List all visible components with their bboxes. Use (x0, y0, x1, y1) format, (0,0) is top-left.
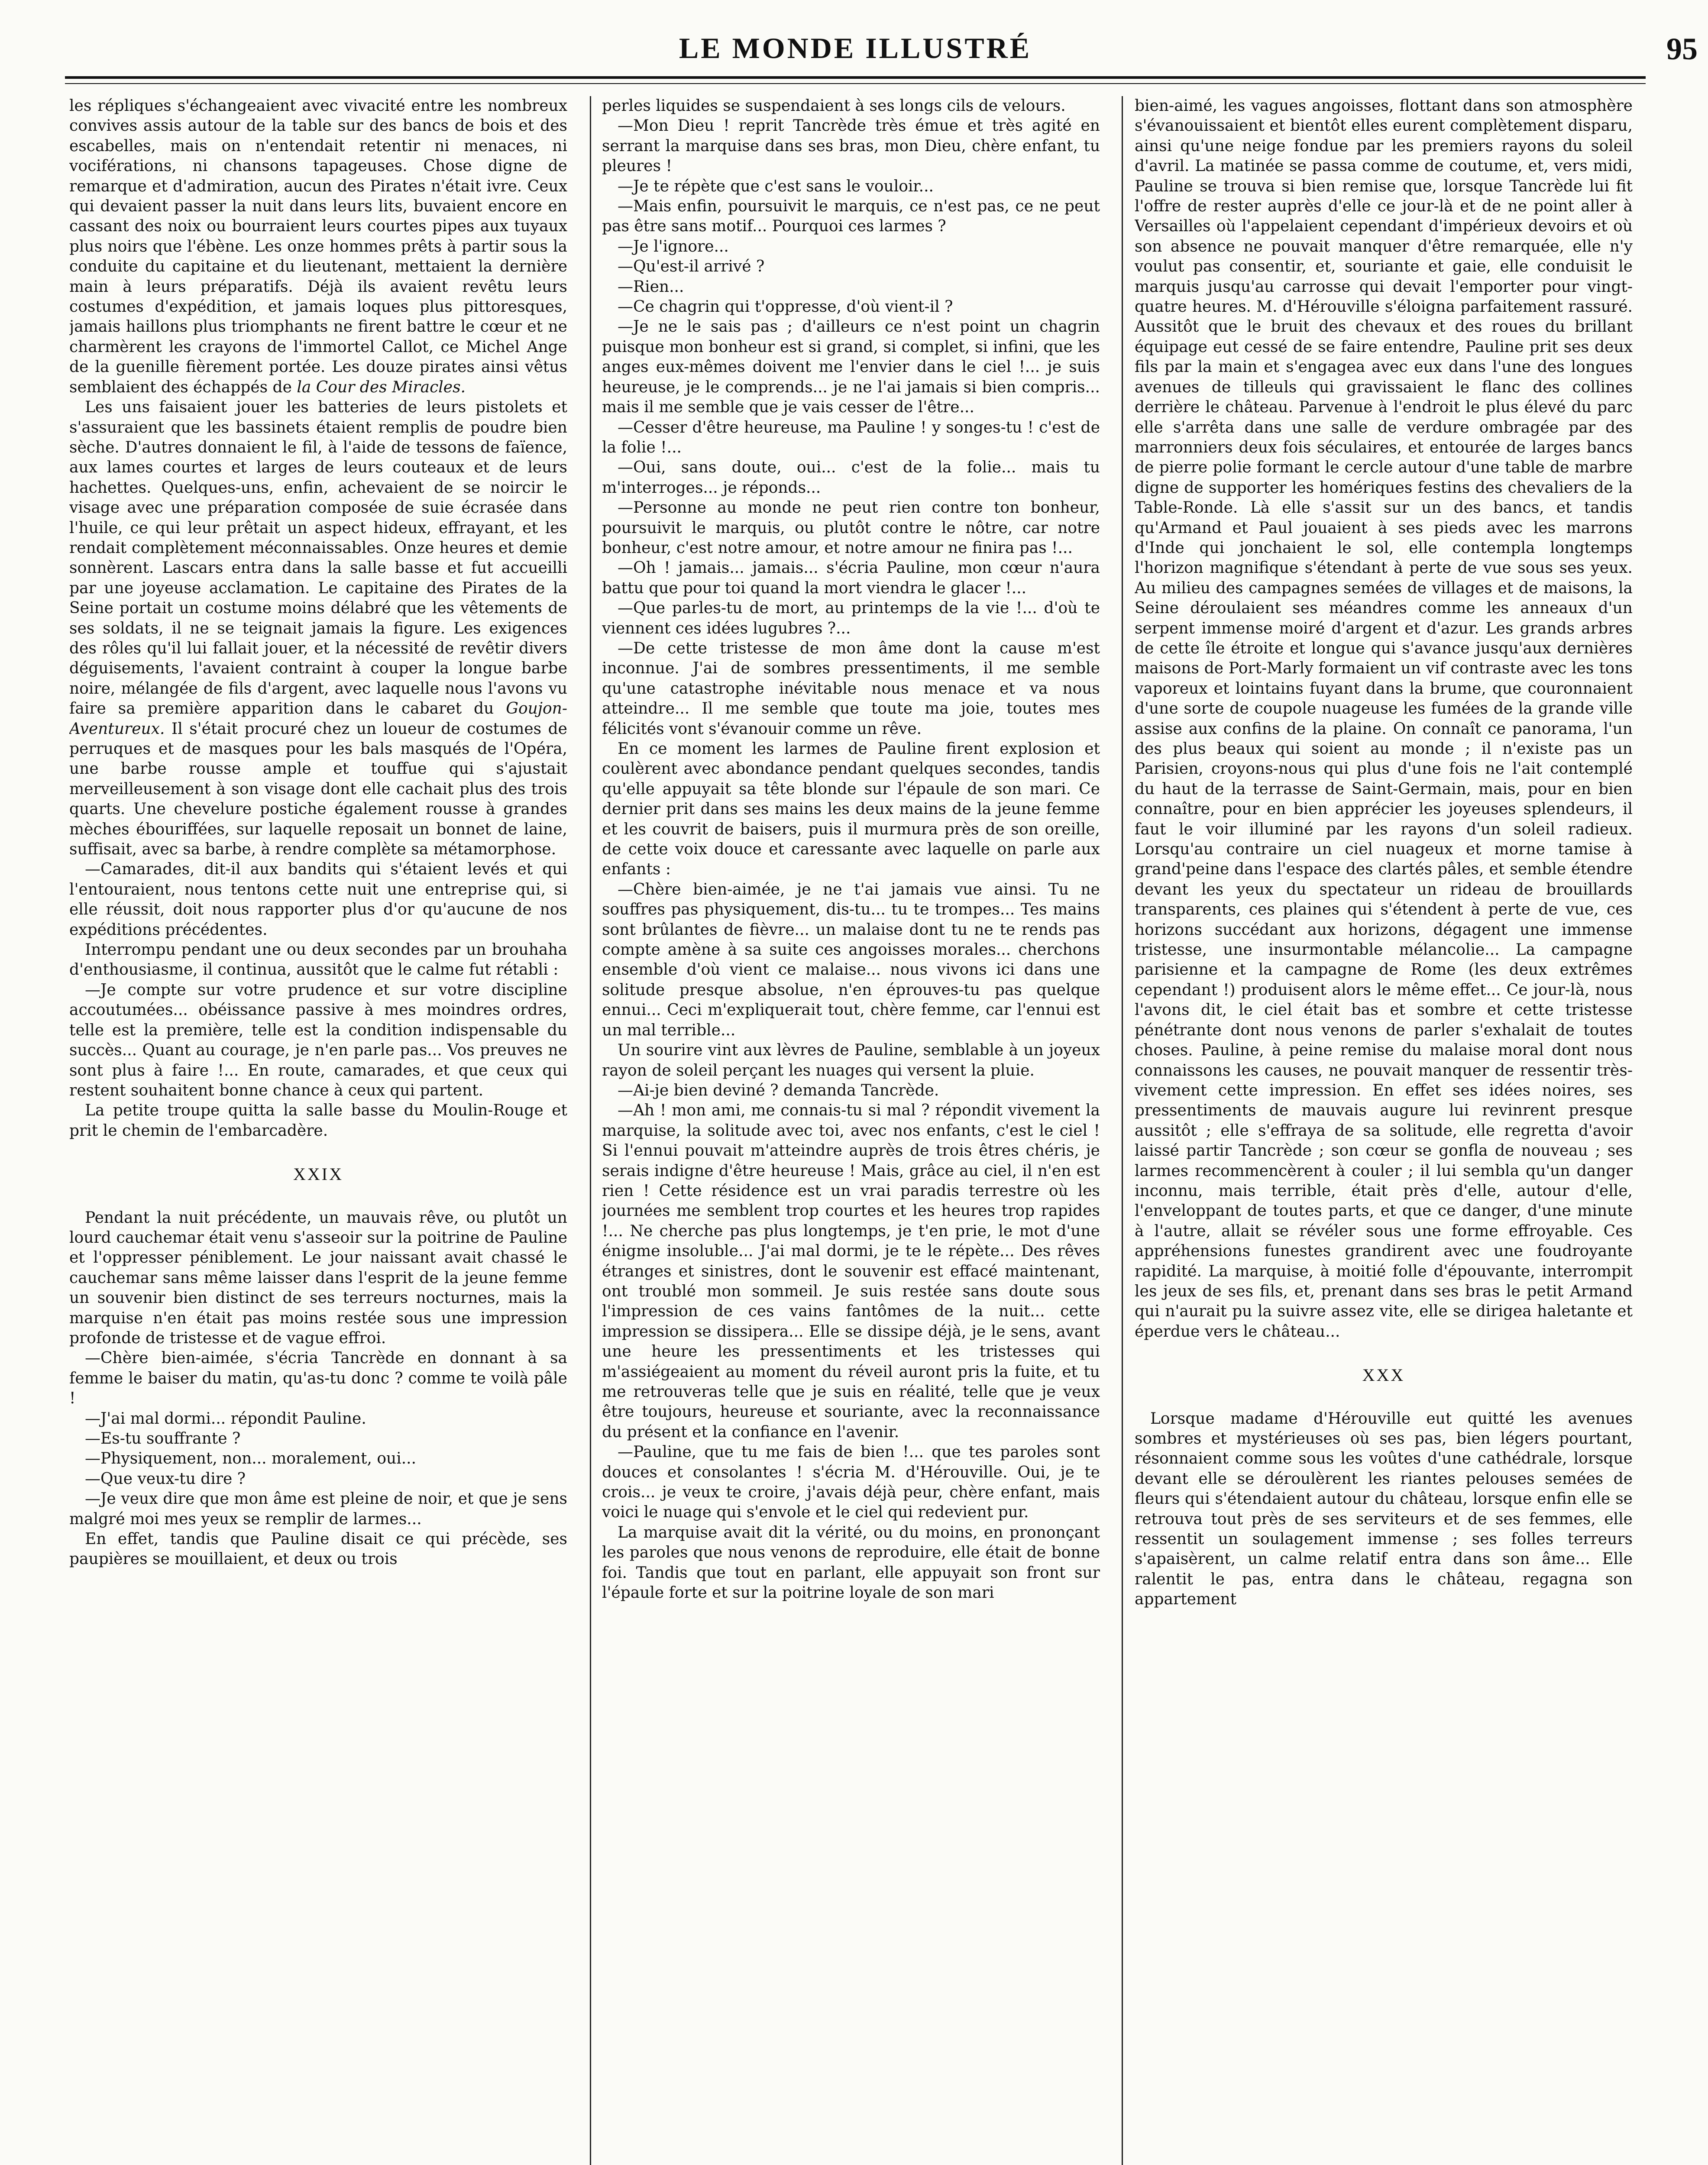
paragraph (69, 397, 567, 860)
paragraph (69, 96, 567, 397)
paragraph: —J'ai mal dormi... répondit Pauline. (85, 1409, 366, 1428)
paragraph: —Ai-je bien deviné ? demanda Tancrède. (618, 1081, 939, 1099)
header-rule-thick (65, 76, 1646, 79)
paragraph: —Oh ! jamais... jamais... s'écria Pauline, mon cœur n'aura battu que pour toi quand la mort viendra le glacer !... (602, 559, 1100, 597)
paragraph: perles liquides se suspendaient à ses longs cils de velours. (602, 97, 1066, 115)
paragraph: La petite troupe quitta la salle basse du Moulin-Rouge et prit le chemin de l'embarcadère. (69, 1102, 567, 1140)
paragraph: La marquise avait dit la vérité, ou du moins, en prononçant les paroles que nous venons de reproduire, elle était de bonne foi. Tandis que tout en parlant, elle appuyait son front sur l'épaule forte et sur la poitrine loyale de son mari (602, 1523, 1100, 1602)
paragraph: —Es-tu souffrante ? (85, 1430, 241, 1448)
paragraph: —Je veux dire que mon âme est pleine de noir, et que je sens malgré moi mes yeux se remplir de larmes... (69, 1490, 567, 1528)
paragraph: —Je l'ignore... (618, 237, 729, 255)
paragraph: —Pauline, que tu me fais de bien !... que tes paroles sont douces et consolantes ! s'écria M. d'Hérouville. Oui, je te crois... je veux te croire, j'avais déjà peur, chère enfant, mais voici le nuage qui s'envole et le ciel qui redevient pur. (602, 1443, 1100, 1522)
newspaper-title: LE MONDE ILLUSTRÉ (679, 32, 1032, 65)
paragraph: —Qu'est-il arrivé ? (618, 258, 765, 276)
paragraph: —Chère bien-aimée, s'écria Tancrède en donnant à sa femme le baiser du matin, qu'as-tu donc ? comme te voilà pâle ! (69, 1349, 567, 1408)
chapter-heading: XXIX (293, 1164, 343, 1184)
paragraph: —Je compte sur votre prudence et sur votre discipline accoutumées... obéissance passive à mes moindres ordres, telle est la première, telle est la condition indispensable du succès... Quant au courage, je n'en parle pas... Vos preuves ne sont plus à faire !... En route, camarades, et que ceux qui restent souhaitent bonne chance à ceux qui partent. (69, 981, 567, 1099)
paragraph: Lorsque madame d'Hérouville eut quitté les avenues sombres et mystérieuses où ses pas, bien légers pourtant, résonnaient comme sous les voûtes d'une cathédrale, lorsque devant elle se déroulèrent les riantes pelouses semées de fleurs qui s'étendaient autour du château, lorsque enfin elle se retrouva tout près de ses serviteurs et de ses femmes, elle ressentit un soulagement immense ; ses folles terreurs s'apaisèrent, un calme relatif entra dans son âme... Elle ralentit le pas, entra dans le château, regagna son appartement (1135, 1409, 1633, 1609)
paragraph: —Rien... (618, 278, 684, 296)
paragraph: —Physiquement, non... moralement, oui... (85, 1450, 417, 1468)
paragraph: En ce moment les larmes de Pauline firent explosion et coulèrent avec abondance pendant quelques secondes, tandis qu'elle appuyait sa tête blonde sur l'épaule de son mari. Ce dernier prit dans ses mains les deux mains de la jeune femme et les couvrit de baisers, puis il murmura près de son oreille, de cette voix douce et caressante avec laquelle on parle aux enfants : (602, 740, 1100, 879)
paragraph-text: Il s'était procuré chez un loueur de costumes de perruques et de masques pour les bals masqués de l'Opéra, une barbe rousse ample et touffue qui s'ajustait merveilleusement à son visage dont elle cachait plus des trois quarts. Une chevelure postiche également rousse à grandes mèches ébouriffées, sur laquelle reposait un bonnet de laine, suffisait, avec sa barbe, à rendre complète sa métamorphose. (69, 720, 567, 859)
italic-text: la Cour des Miracles. (297, 378, 466, 396)
paragraph: Un sourire vint aux lèvres de Pauline, semblable à un joyeux rayon de soleil perçant les nuages qui versent la pluie. (602, 1041, 1100, 1079)
column-divider (590, 96, 591, 2165)
paragraph: —Camarades, dit-il aux bandits qui s'étaient levés et qui l'entouraient, nous tentons cette nuit une entreprise qui, si elle réussit, doit nous rapporter plus d'or qu'aucune de nos expéditions précédentes. (69, 860, 567, 939)
paragraph: —Mon Dieu ! reprit Tancrède très émue et très agité en serrant la marquise dans ses bras, mon Dieu, chère enfant, tu pleures ! (602, 117, 1100, 175)
paragraph-text: les répliques s'échangeaient avec vivacité entre les nombreux convives assis autour de la table sur des bancs de bois et des escabelles, mais on n'entendait retentir ni menaces, ni vociférations, ni chansons tapageuses. Chose digne de remarque et d'admiration, aucun des Pirates n'était ivre. Ceux qui devaient passer la nuit dans leurs lits, buvaient encore en cassant des noix ou bourraient leurs courtes pipes aux tuyaux plus noirs que l'ébène. Les onze hommes prêts à partir sous la conduite du capitaine et du lieutenant, mettaient la dernière main à leurs préparatifs. Déjà ils avaient revêtu leurs costumes d'expédition, et jamais loques plus pittoresques, jamais haillons plus triomphants ne firent battre le cœur et ne charmèrent les crayons de l'immortel Callot, ce Michel Ange de la guenille fièrement portée. Les douze pirates ainsi vêtus semblaient des échappés de (69, 97, 567, 396)
column-1 (69, 96, 567, 2165)
paragraph: —Mais enfin, poursuivit le marquis, ce n'est pas, ce ne peut pas être sans motif... Pourquoi ces larmes ? (602, 197, 1100, 236)
paragraph: —De cette tristesse de mon âme dont la cause m'est inconnue. J'ai de sombres pressentiments, il me semble qu'une catastrophe inévitable nous menace et va nous atteindre... Il me semble que toute ma joie, toutes mes félicités vont s'évanouir comme un rêve. (602, 639, 1100, 738)
paragraph: —Cesser d'être heureuse, ma Pauline ! y songes-tu ! c'est de la folie !... (602, 418, 1100, 456)
masthead (65, 31, 1698, 79)
page-number: 95 (1666, 32, 1698, 66)
column-divider (1122, 96, 1123, 2165)
paragraph: —Que veux-tu dire ? (85, 1470, 246, 1488)
column-3 (1135, 96, 1633, 2165)
chapter-heading: XXX (1362, 1365, 1405, 1385)
paragraph: —Je ne le sais pas ; d'ailleurs ce n'est point un chagrin puisque mon bonheur est si grand, si complet, si infini, que les anges eux-mêmes doivent me l'envier dans le ciel !... je suis heureuse, je le comprends... je ne l'ai jamais si bien compris... mais il me semble que je vais cesser de l'être... (602, 318, 1100, 417)
paragraph: bien-aimé, les vagues angoisses, flottant dans son atmosphère s'évanouissaient et bientôt elles eurent complètement disparu, ainsi qu'une neige fondue par les premiers rayons du soleil d'avril. La matinée se passa comme de coutume, et, vers midi, Pauline se trouva si bien remise que, lorsque Tancrède lui fit l'offre de rester auprès d'elle ce jour-là et de ne point aller à Versailles où l'appelaient cependant d'impérieux devoirs et où son absence ne pouvait manquer d'être remarquée, elle n'y voulut pas consentir, et, souriante et gaie, elle conduisit le marquis jusqu'au carrosse qui devait l'emporter pour vingt-quatre heures. M. d'Hérouville s'éloigna parfaitement rassuré. Aussitôt que le bruit des chevaux et des roues du brillant équipage eut cessé de se faire entendre, Pauline prit ses deux fils par la main et s'engagea avec eux dans l'une des longues avenues de tilleuls qui gravissaient le flanc des collines derrière le château. Parvenue à l'endroit le plus élevé du parc elle s'arrêta dans une salle de verdure ombragée par des marronniers deux fois séculaires, et entourée de larges bancs de pierre polie formant le cercle autour d'une table de marbre digne de supporter les homériques festins des chevaliers de la Table-Ronde. Là elle s'assit sur un des bancs, et tandis qu'Armand et Paul jouaient à ses pieds avec les marrons d'Inde qui jonchaient le sol, elle contempla longtemps l'horizon magnifique s'étendant à perte de vue sous ses yeux. Au milieu des campagnes semées de villages et de maisons, la Seine déroulaient ses méandres comme les anneaux d'un serpent immense moiré d'argent et d'azur. Les grands arbres de cette île étroite et longue qui s'avance jusqu'aux dernières maisons de Port-Marly formaient un vif contraste avec les tons vaporeux et lointains fuyant dans la brume, que couronnaient d'une sorte de coupole nuageuse les fumées de la grande ville assise aux confins de la plaine. On connaît ce panorama, l'un des plus beaux qui soient au monde ; il n'existe pas un Parisien, croyons-nous qui plus d'une fois ne l'ait contemplé du haut de la terrasse de Saint-Germain, mais, pour en bien connaître, pour en bien apprécier les joyeuses splendeurs, il faut le voir illuminé par les rayons d'un soleil radieux. Lorsqu'au contraire un ciel nuageux et morne tamise à grand'peine dans l'espace des clartés pâles, et semble étendre devant les yeux du spectateur un rideau de brouillards transparents, ces plaines qui s'étendent à perte de vue, ces horizons succédant aux horizons, dégagent une immense tristesse, une insurmontable mélancolie... La campagne parisienne et la campagne de Rome (les deux extrêmes cependant !) produisent alors le même effet... Ce jour-là, nous l'avons dit, le ciel était bas et sombre et cette tristesse pénétrante dont nous venons de parler s'exhalait de toutes choses. Pauline, à peine remise du malaise moral dont nous connaissons les causes, ne pouvait manquer de ressentir très-vivement cette impression. En effet ses idées noires, ses pressentiments de mauvais augure lui revinrent presque aussitôt ; elle s'effraya de sa solitude, elle regretta d'avoir laissé partir Tancrède ; son cœur se gonfla de nouveau ; ses larmes recommencèrent à couler ; il lui sembla qu'un danger inconnu, mais terrible, était près d'elle, autour d'elle, l'enveloppant de toutes parts, et que ce danger, d'une minute à l'autre, allait se révéler sous une forme effroyable. Ces appréhensions funestes grandirent avec une foudroyante rapidité. La marquise, à moitié folle d'épouvante, interrompit les jeux de ses fils, et, prenant dans ses bras le petit Armand qui n'aurait pu la suivre assez vite, elle se dirigea haletante et éperdue vers le château... (1135, 97, 1633, 1341)
paragraph: Interrompu pendant une ou deux secondes par un brouhaha d'enthousiasme, il continua, aussitôt que le calme fut rétabli : (69, 941, 567, 979)
paragraph: Pendant la nuit précédente, un mauvais rêve, ou plutôt un lourd cauchemar était venu s'asseoir sur la poitrine de Pauline et l'oppresser péniblement. Le jour naissant avait chassé le cauchemar sans même laisser dans l'esprit de la jeune femme un souvenir bien distinct de ses terreurs nocturnes, mais la marquise n'en était pas moins restée sous une impression profonde de tristesse et de vague effroi. (69, 1209, 567, 1347)
paragraph: —Personne au monde ne peut rien contre ton bonheur, poursuivit le marquis, ou plutôt contre le nôtre, car notre bonheur, c'est notre amour, et notre amour ne finira pas !... (602, 499, 1100, 557)
paragraph: En effet, tandis que Pauline disait ce qui précède, ses paupières se mouillaient, et deux ou trois (69, 1530, 567, 1568)
paragraph-text: Les uns faisaient jouer les batteries de leurs pistolets et s'assuraient que les bassinets étaient remplis de poudre bien sèche. D'autres donnaient le fil, à l'aide de tessons de faïence, aux lames courtes et larges de leurs couteaux et de leurs hachettes. Quelques-uns, enfin, achevaient de se noircir le visage avec une préparation composée de suie écrasée dans l'huile, ce qui leur prêtait un aspect hideux, effrayant, et les rendait complètement méconnaissables. Onze heures et demie sonnèrent. Lascars entra dans la salle basse et fut accueilli par une joyeuse acclamation. Le capitaine des Pirates de la Seine portait un costume moins délabré que les vêtements de ses soldats, il ne se teignait jamais la figure. Les exigences des rôles qu'il lui fallait jouer, et la nécessité de revêtir divers déguisements, l'avaient contraint à couper la longue barbe noire, mélangée de fils d'argent, avec laquelle nous l'avons vu faire sa première apparition dans le cabaret du (69, 398, 567, 718)
paragraph: —Oui, sans doute, oui... c'est de la folie... mais tu m'interroges... je réponds... (602, 459, 1100, 497)
italic-text: Goujon-Aventureux. (69, 700, 567, 738)
header-rule-thin (65, 83, 1646, 84)
paragraph: —Ah ! mon ami, me connais-tu si mal ? répondit vivement la marquise, la solitude avec toi, avec nos enfants, c'est le ciel ! Si l'ennui pouvait m'atteindre auprès de trois êtres chéris, je serais indigne d'être heureuse ! Mais, grâce au ciel, il n'en est rien ! Cette résidence est un vrai paradis terrestre où les journées me semblent trop courtes et les heures trop rapides !... Ne cherche pas plus longtemps, je t'en prie, le mot d'une énigme insoluble... J'ai mal dormi, je te le répète... Des rêves étranges et sinistres, dont le souvenir est effacé maintenant, ont troublé mon sommeil. Je suis restée sans doute sous l'impression de ces vains fantômes de la nuit... cette impression se dissipera... Elle se dissipe déjà, je le sens, avant une heure les pressentiments et les tristesses qui m'assiégeaient au moment du réveil auront pris la fuite, et tu me retrouveras telle que je suis en réalité, telle que je veux être toujours, heureuse et souriante, avec la reconnaissance du présent et la confiance en l'avenir. (602, 1102, 1100, 1441)
column-2 (602, 96, 1100, 2165)
paragraph: —Que parles-tu de mort, au printemps de la vie !... d'où te viennent ces idées lugubres ?... (602, 599, 1100, 637)
paragraph: —Je te répète que c'est sans le vouloir... (618, 177, 934, 195)
paragraph: —Ce chagrin qui t'oppresse, d'où vient-il ? (618, 298, 953, 316)
paragraph: —Chère bien-aimée, je ne t'ai jamais vue ainsi. Tu ne souffres pas physiquement, dis-tu... tu te trompes... Tes mains sont brûlantes de fièvre... un malaise dont tu ne te rends pas compte amène à sa suite ces angoisses morales... cherchons ensemble d'où vient ce malaise... nous vivons ici dans une solitude presque absolue, n'en éprouves-tu pas quelque ennui... Ceci m'expliquerait tout, chère femme, car l'ennui est un mal terrible... (602, 880, 1100, 1039)
